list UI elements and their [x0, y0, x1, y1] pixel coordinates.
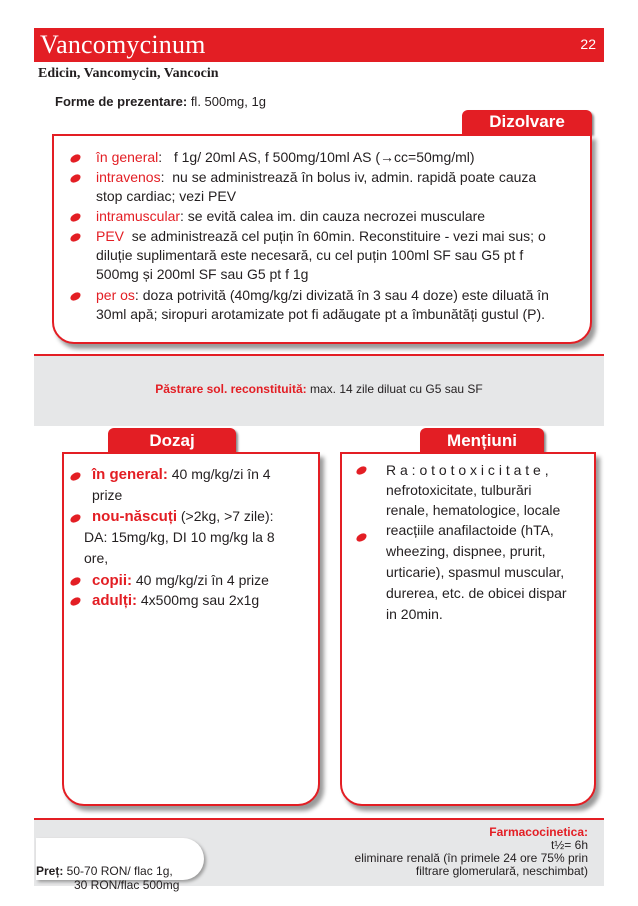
pastrare-value: max. 14 zile diluat cu G5 sau SF	[306, 382, 483, 396]
dozaj-text: 4x500mg sau 2x1g	[137, 592, 260, 608]
farmacocinetica	[355, 826, 588, 878]
bullet-icon	[69, 596, 82, 608]
mentiuni-text: renale, hematologice, locale	[386, 502, 561, 518]
dizolvare-text: : nu se administrează în bolus iv, admin. rapidă poate cauza	[160, 169, 537, 185]
divider	[34, 354, 604, 356]
mentiuni-text: reacțiile anafilactoide (hTA,	[386, 522, 554, 538]
dizolvare-label: PEV	[96, 228, 125, 244]
dizolvare-text: : f 1g/ 20ml AS, f 500mg/10ml AS (→cc=50mg/ml)	[158, 149, 475, 165]
dizolvare-item-intramuscular	[70, 207, 485, 226]
mentiuni-text: durerea, etc. de obicei dispar	[386, 585, 567, 601]
dozaj-text: DA: 15mg/kg, DI 10 mg/kg la 8	[84, 529, 275, 545]
dizolvare-text: 30ml apă; siropuri arotamizate pot fi adăugate pt a îmbunătăți gustul (P).	[96, 306, 546, 322]
forme-value: fl. 500mg, 1g	[187, 94, 266, 109]
bullet-icon	[355, 532, 368, 544]
dozaj-label: nou-născuți	[92, 508, 177, 525]
dizolvare-label: per os	[96, 287, 135, 303]
mentiuni-text: wheezing, dispnee, prurit,	[386, 543, 546, 559]
mentiuni-item-ra	[356, 460, 592, 520]
dizolvare-text: 500mg și 200ml SF sau G5 pt f 1g	[96, 266, 309, 282]
farmacocinetica-label: Farmacocinetica:	[489, 825, 588, 839]
mentiuni-text: nefrotoxicitate, tulburări	[386, 482, 532, 498]
footer-band	[34, 818, 604, 892]
dozaj-label: în general:	[92, 466, 168, 483]
bullet-icon	[69, 513, 82, 525]
dozaj-item-adulti	[70, 590, 316, 611]
dizolvare-item-general	[70, 148, 475, 167]
dozaj-text: ore,	[84, 550, 109, 566]
forme-label: Forme de prezentare:	[55, 94, 188, 109]
synonyms: Edicin, Vancomycin, Vancocin	[38, 66, 219, 81]
dozaj-label: adulți:	[92, 592, 137, 609]
pret-label: Preț:	[36, 864, 64, 878]
farmacocinetica-line1: t½= 6h	[550, 838, 588, 852]
tab-dozaj: Dozaj	[108, 428, 236, 453]
farmacocinetica-line3: filtrare glomerulară, neschimbat)	[415, 864, 588, 878]
dozaj-label: copii:	[92, 572, 132, 589]
pret-text	[36, 864, 179, 892]
dozaj-text: prize	[92, 487, 123, 503]
bullet-icon	[69, 212, 82, 224]
dozaj-text: 40 mg/kg/zi în 4 prize	[132, 572, 269, 588]
tab-dizolvare: Dizolvare	[462, 110, 592, 134]
bullet-icon	[69, 232, 82, 244]
farmacocinetica-line2: eliminare renală (în primele 24 ore 75% prin	[354, 851, 588, 865]
bullet-icon	[69, 173, 82, 185]
pastrare-band	[34, 354, 604, 426]
bullet-icon	[69, 153, 82, 165]
header-bar	[34, 28, 604, 62]
page-number: 22	[580, 36, 596, 52]
pret-box	[36, 838, 204, 892]
bullet-icon	[69, 576, 82, 588]
bullet-icon	[69, 291, 82, 303]
dizolvare-item-pev	[70, 227, 586, 284]
dozaj-item-copii	[70, 570, 316, 591]
dozaj-item-general	[70, 464, 310, 505]
dizolvare-label: intravenos	[96, 169, 161, 185]
forme-prezentare	[55, 94, 266, 109]
dizolvare-text: : se evită calea im. din cauza necrozei musculare	[180, 208, 486, 224]
dizolvare-item-intravenos	[70, 168, 586, 206]
bullet-icon	[355, 465, 368, 477]
dizolvare-text: stop cardiac; vezi PEV	[96, 188, 237, 204]
dizolvare-panel	[52, 134, 592, 344]
dozaj-text: 40 mg/kg/zi în 4	[167, 466, 271, 482]
dizolvare-text: se administrează cel puțin în 60min. Reconstituire - vezi mai sus; o	[124, 228, 546, 244]
pastrare-label: Păstrare sol. reconstituită:	[155, 382, 307, 396]
dizolvare-text: diluție suplimentară este necesară, cu cel puțin 100ml SF sau G5 pt f	[96, 247, 524, 263]
dizolvare-text: : doza potrivită (40mg/kg/zi divizată în 3 sau 4 doze) este diluată în	[134, 287, 549, 303]
tab-mentiuni: Mențiuni	[420, 428, 544, 453]
mentiuni-item-reactii	[356, 520, 592, 625]
bullet-icon	[69, 471, 82, 483]
dizolvare-label: intramuscular	[96, 208, 181, 224]
dozaj-text: (>2kg, >7 zile):	[177, 508, 274, 524]
mentiuni-text: in 20min.	[386, 606, 443, 622]
mentiuni-panel	[340, 452, 596, 806]
drug-title: Vancomycinum	[40, 30, 206, 59]
mentiuni-text: urticarie), spasmul muscular,	[386, 564, 565, 580]
dizolvare-item-per-os	[70, 286, 586, 324]
mentiuni-text: R a : o t o t o x i c i t a t e ,	[386, 462, 549, 478]
dizolvare-label: în general	[96, 149, 159, 165]
pret-line1: 50-70 RON/ flac 1g,	[63, 864, 173, 878]
pret-line2: 30 RON/flac 500mg	[74, 878, 180, 892]
dozaj-panel	[62, 452, 320, 806]
dozaj-item-nou-nascuti	[70, 506, 316, 569]
pastrare-text	[34, 382, 604, 396]
